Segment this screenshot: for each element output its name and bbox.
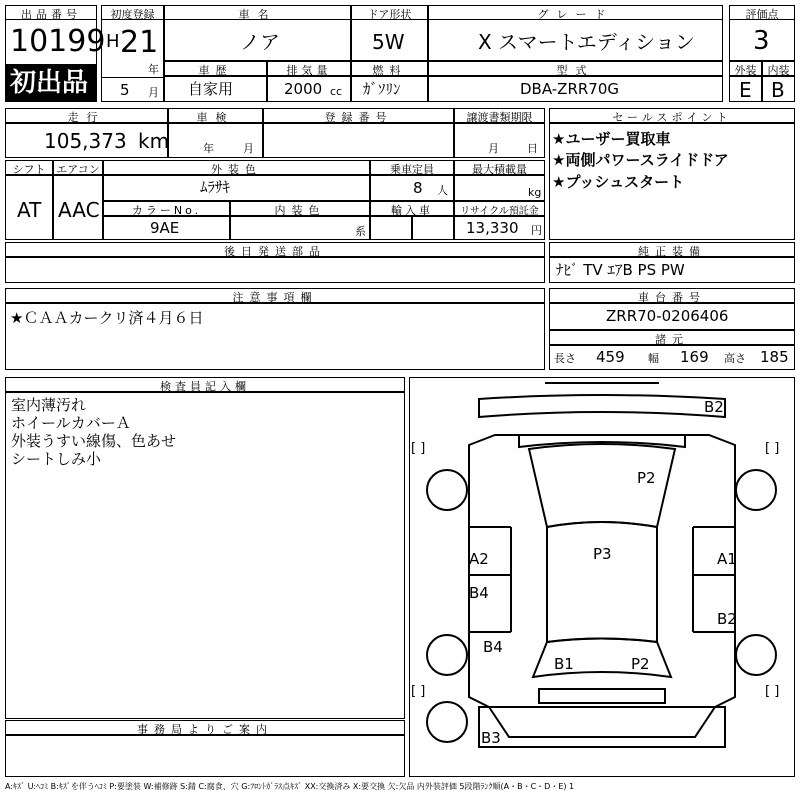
mileage-unit: km [138,129,170,153]
dims-label: 諸元 [549,330,795,345]
width-label: 幅 [648,352,659,365]
interior-color-unit: 系 [355,225,366,238]
mileage: 105,373 [44,129,127,153]
transfer-month-unit: 月 [488,142,499,155]
recycle-label: リサイクル預託金 [454,201,545,216]
svg-text:[ ]: [ ] [411,684,426,699]
history: 自家用 [188,80,234,98]
exterior-grade: E [739,78,752,102]
fuel: ｶﾞｿﾘﾝ [363,80,401,98]
reg-year-unit: 年 [148,63,159,76]
color-no: 9AE [150,219,180,237]
office-label: 事務局よりご案内 [5,720,405,735]
mark-p2-rear: P2 [631,655,650,673]
later-parts-label: 後日発送部品 [5,242,545,257]
ac-label: エアコン [53,160,103,175]
reg-no-label: 登録番号 [263,108,454,123]
inspection-year-unit: 年 [203,142,214,155]
sales-point-2: ★両側パワースライドドア [552,151,729,169]
mark-p3-center: P3 [593,545,612,563]
mark-a2-left: A2 [469,550,489,568]
capacity-label: 乗車定員 [370,160,454,175]
doors: 5W [372,30,405,54]
shift-label: シフト [5,160,53,175]
length-label: 長さ [554,352,576,365]
later-parts-box [5,257,545,283]
capacity-unit: 人 [437,184,448,197]
dims-box [549,345,795,370]
shift: AT [17,198,42,222]
car-damage-diagram [409,377,795,777]
name-label: 車名 [164,5,351,20]
color-box [103,175,370,201]
mark-p2-roof: P2 [637,469,656,487]
legend: A:ｷｽﾞ U:ﾍｺﾐ B:ｷｽﾞを伴うﾍｺﾐ P:要塗装 W:補修跡 S:錆 C:腐食、穴 G:ﾌﾛﾝﾄｶﾞﾗｽ点ｷｽﾞ XX:交換済み X:要交換 欠:欠品 内外装評価 5段階ﾗﾝｸ順(A・B・C・D・E) 1 [5,782,575,791]
reg-month: 5 [120,81,130,99]
svg-text:[ ]: [ ] [765,441,780,456]
caution-label: 注意事項欄 [5,288,545,303]
caution: ★ＣＡＡカークリ済４月６日 [10,309,204,327]
mark-b4-wheel: B4 [483,638,503,656]
ac: AAC [58,198,100,222]
svg-text:[ ]: [ ] [765,684,780,699]
width: 169 [680,348,709,366]
import-box-b [412,216,454,240]
model-label: 型式 [428,61,723,76]
reg-era: H [106,31,120,52]
import-label: 輸入車 [370,201,454,216]
mark-b3-bumper: B3 [481,729,501,747]
displacement-unit: cc [330,85,343,98]
mileage-label: 走行 [5,108,168,123]
import-box-a [370,216,412,240]
sales-point-1: ★ユーザー買取車 [552,130,671,148]
reg-divider [101,77,164,78]
car-name: ノア [240,30,280,54]
mark-b2-top: B2 [704,398,724,416]
exterior-label: 外装 [729,61,762,76]
inspector-note-2: ホイールカバーＡ [11,414,131,432]
inspection-label: 車検 [168,108,263,123]
grade-label: グレード [428,5,723,20]
office-box [5,735,405,777]
length: 459 [596,348,625,366]
reg-year: 21 [120,25,159,60]
score: 3 [753,26,770,56]
grade: X スマートエディション [478,30,695,54]
interior-color-label: 内装色 [230,201,370,216]
transfer-label: 譲渡書類期限 [454,108,545,123]
color-no-label: カラーNo. [103,201,230,216]
mark-a1-right: A1 [717,550,737,568]
fuel-label: 燃料 [351,61,428,76]
recycle-unit: 円 [531,224,542,237]
mark-b4-left: B4 [469,584,489,602]
interior-grade: B [771,78,785,102]
sales-point-label: セールスポイント [549,108,795,123]
reg-no-box [263,123,454,158]
displacement: 2000 [284,80,323,98]
mark-b1-rear: B1 [554,655,574,673]
interior-label: 内装 [762,61,795,76]
inspector-note-3: 外装うすい線傷、色あせ [11,432,177,450]
color-label: 外装色 [103,160,370,175]
chassis-number: ZRR70-0206406 [606,307,729,325]
first-listing-text: 初出品 [10,68,89,98]
exterior-color: ﾑﾗｻｷ [200,178,231,196]
lot-no-label: 出品番号 [5,5,97,20]
inspector-note-4: シートしみ小 [11,450,102,468]
recycle: 13,330 [466,219,519,237]
displacement-label: 排気量 [267,61,351,76]
score-label: 評価点 [729,5,795,20]
sales-point-3: ★プッシュスタート [552,173,685,191]
model: DBA-ZRR70G [520,80,620,98]
chassis-label: 車台番号 [549,288,795,303]
capacity: 8 [413,179,423,197]
transfer-day-unit: 日 [527,142,538,155]
inspector-note-1: 室内薄汚れ [11,396,87,414]
equipment: ﾅﾋﾞ TV ｴｱB PS PW [556,261,685,279]
inspector-label: 検査員記入欄 [5,377,405,392]
load-label: 最大積載量 [454,160,545,175]
mark-b2-right: B2 [717,610,737,628]
interior-color-box [230,216,370,240]
reg-month-unit: 月 [148,86,159,99]
height-label: 高さ [724,352,746,365]
history-label: 車歴 [164,61,267,76]
height: 185 [760,348,789,366]
inspector-notes [11,396,176,468]
inspection-month-unit: 月 [243,142,254,155]
doors-label: ドア形状 [351,5,428,20]
equipment-label: 純正装備 [549,242,795,257]
lot-no: 10199 [10,24,106,59]
svg-text:[ ]: [ ] [411,441,426,456]
load-unit: kg [528,186,542,199]
first-reg-label: 初度登録 [101,5,164,20]
